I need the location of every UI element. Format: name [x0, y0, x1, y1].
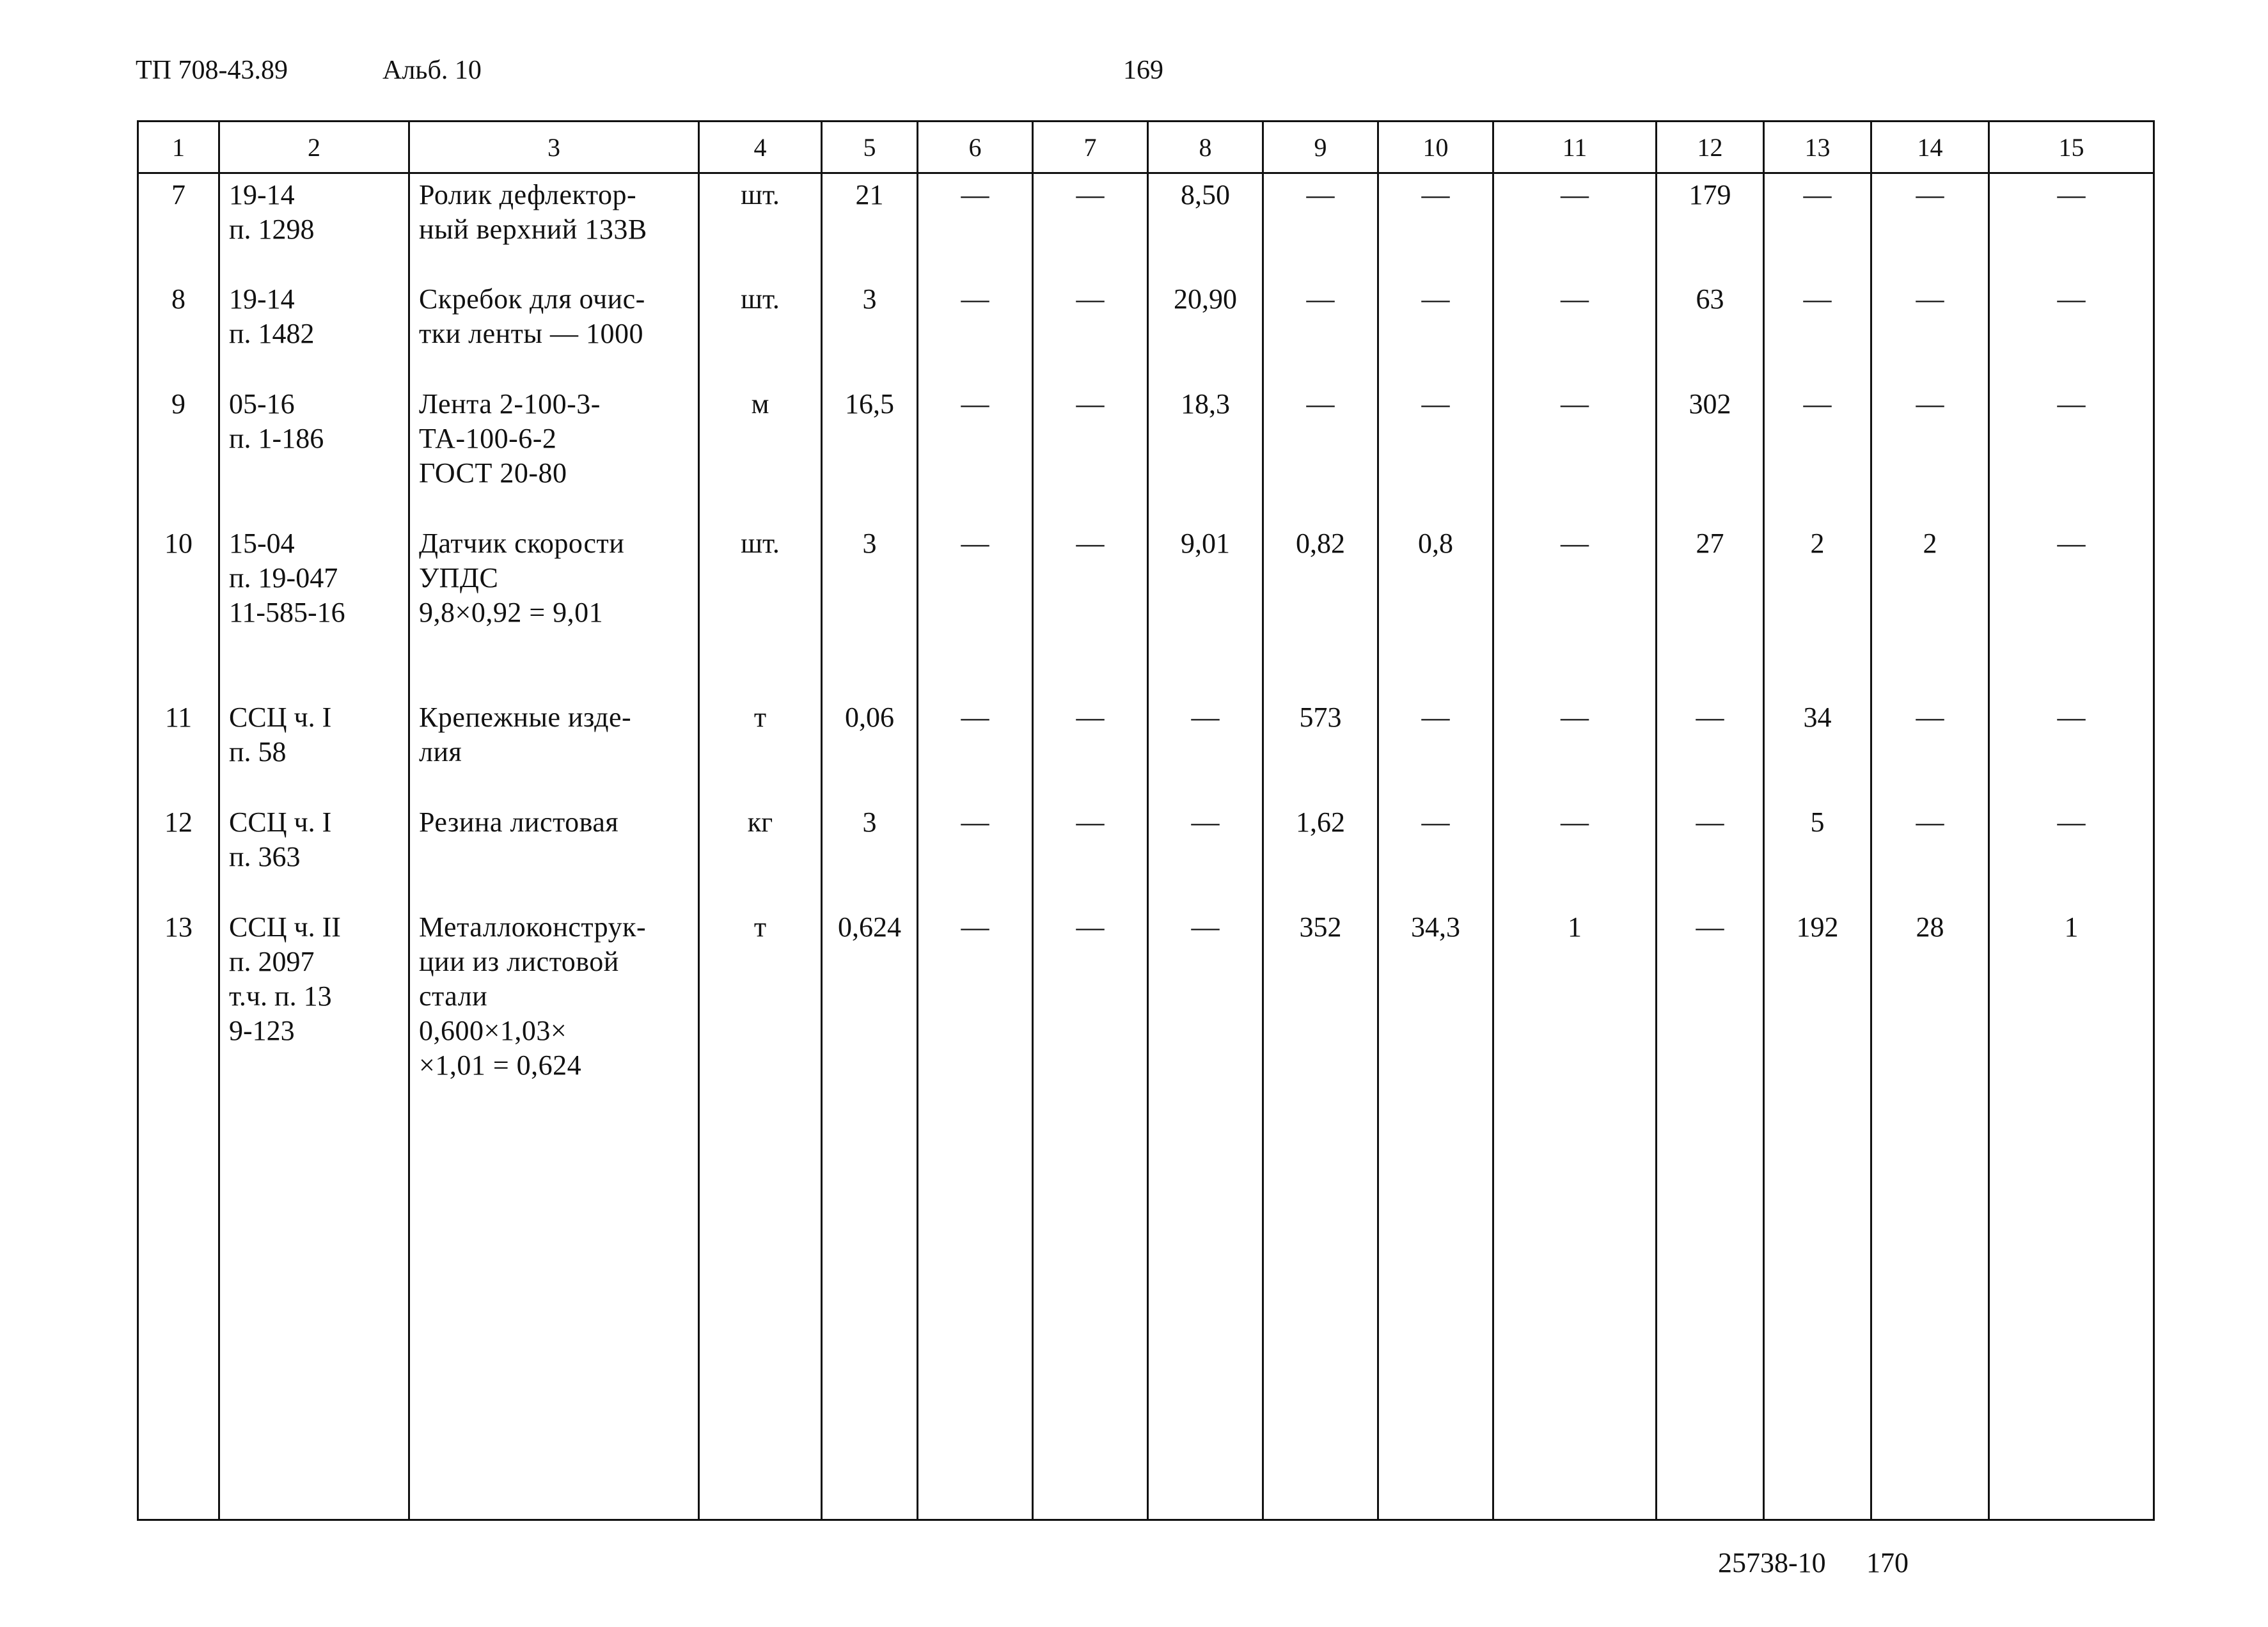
value-cell-c11 — [1493, 523, 1657, 696]
item-name-line: 0,600×1,03× — [419, 1014, 567, 1046]
value-cell-c12 — [1657, 278, 1764, 383]
item-name-line: Металлоконструк- — [419, 911, 647, 943]
empty-cell — [1493, 1113, 1657, 1520]
empty-cell — [409, 1113, 699, 1520]
value-cell-c15 — [1989, 906, 2154, 1113]
value-text: — — [1916, 388, 1944, 420]
estimate-table — [137, 120, 2155, 1521]
value-text: — — [1306, 283, 1335, 315]
empty-cell — [822, 1113, 918, 1520]
column-header: 3 — [409, 122, 699, 173]
value-text: — — [1421, 179, 1450, 210]
reference-line: п. 363 — [229, 840, 301, 872]
value-text: 2 — [1923, 527, 1937, 559]
empty-cell — [1657, 1113, 1764, 1520]
value-text: 192 — [1796, 911, 1839, 943]
value-text: — — [1421, 283, 1450, 315]
value-text: — — [1916, 701, 1944, 733]
row-number-text: 11 — [164, 701, 193, 733]
item-name-line: стали — [419, 980, 488, 1012]
table-row — [138, 696, 2154, 801]
value-text: — — [1076, 806, 1105, 838]
column-header: 11 — [1493, 122, 1657, 173]
reference-cell — [219, 696, 409, 801]
value-cell-c14 — [1871, 383, 1989, 523]
item-name-line: лия — [419, 735, 462, 767]
value-cell-c14 — [1871, 523, 1989, 696]
empty-cell — [1989, 1113, 2154, 1520]
value-text: м — [751, 388, 769, 420]
value-cell-c11 — [1493, 383, 1657, 523]
item-name-line: Ролик дефлектор- — [419, 179, 637, 210]
value-text: — — [1561, 388, 1589, 420]
value-cell-c13 — [1764, 278, 1871, 383]
value-cell-c12 — [1657, 696, 1764, 801]
value-text: — — [1076, 283, 1105, 315]
item-name-line: ГОСТ 20-80 — [419, 457, 567, 489]
reference-line: п. 1-186 — [229, 422, 324, 454]
empty-filler-row — [138, 1113, 2154, 1520]
reference-line: 9-123 — [229, 1014, 295, 1046]
value-cell-qty — [822, 696, 918, 801]
value-text: — — [1561, 283, 1589, 315]
value-text: 8,50 — [1181, 179, 1230, 210]
value-cell-c13 — [1764, 523, 1871, 696]
value-cell-c8 — [1148, 906, 1263, 1113]
row-number-text: 13 — [164, 911, 193, 943]
value-cell-c7 — [1033, 173, 1148, 278]
value-text: 352 — [1299, 911, 1342, 943]
column-header: 6 — [918, 122, 1033, 173]
value-cell-c7 — [1033, 278, 1148, 383]
reference-cell — [219, 523, 409, 696]
value-cell-c14 — [1871, 278, 1989, 383]
value-cell-c15 — [1989, 696, 2154, 801]
row-number — [138, 173, 219, 278]
reference-line: ССЦ ч. I — [229, 701, 332, 733]
value-text: — — [2057, 283, 2086, 315]
reference-line: 19-14 — [229, 179, 295, 210]
empty-cell — [138, 1113, 219, 1520]
value-cell-c14 — [1871, 696, 1989, 801]
value-text: 63 — [1696, 283, 1724, 315]
album-label: Альб. 10 — [382, 56, 482, 85]
value-text: — — [961, 527, 989, 559]
value-text: — — [1076, 179, 1105, 210]
table-header-row — [138, 122, 2154, 173]
reference-cell — [219, 383, 409, 523]
value-cell-c15 — [1989, 278, 2154, 383]
value-cell-c10 — [1378, 696, 1493, 801]
value-cell-c6 — [918, 906, 1033, 1113]
value-cell-c11 — [1493, 906, 1657, 1113]
value-text: т — [753, 701, 767, 733]
value-cell-c11 — [1493, 173, 1657, 278]
row-number — [138, 278, 219, 383]
value-text: — — [1696, 806, 1724, 838]
item-name-cell — [409, 906, 699, 1113]
column-header: 12 — [1657, 122, 1764, 173]
value-cell-c9 — [1263, 278, 1378, 383]
table-row — [138, 278, 2154, 383]
column-header: 15 — [1989, 122, 2154, 173]
value-text: 0,624 — [838, 911, 901, 943]
item-name-cell — [409, 801, 699, 906]
column-header: 9 — [1263, 122, 1378, 173]
item-name-cell — [409, 383, 699, 523]
value-cell-qty — [822, 801, 918, 906]
reference-cell — [219, 801, 409, 906]
value-cell-c10 — [1378, 278, 1493, 383]
value-text: — — [2057, 179, 2086, 210]
reference-line: п. 58 — [229, 735, 287, 767]
value-cell-unit — [699, 523, 822, 696]
reference-line: 05-16 — [229, 388, 295, 420]
value-text: — — [1803, 388, 1832, 420]
row-number-text: 12 — [164, 806, 193, 838]
value-cell-c9 — [1263, 383, 1378, 523]
value-cell-c7 — [1033, 801, 1148, 906]
value-cell-qty — [822, 173, 918, 278]
empty-cell — [1263, 1113, 1378, 1520]
column-header: 4 — [699, 122, 822, 173]
value-text: 18,3 — [1181, 388, 1230, 420]
table-row — [138, 801, 2154, 906]
footer-code: 25738-10 — [1718, 1547, 1826, 1578]
value-cell-c6 — [918, 801, 1033, 906]
value-text: — — [1916, 179, 1944, 210]
value-cell-unit — [699, 278, 822, 383]
value-text: — — [1076, 527, 1105, 559]
value-text: 179 — [1689, 179, 1731, 210]
table-row — [138, 383, 2154, 523]
value-text: 5 — [1810, 806, 1825, 838]
value-cell-qty — [822, 383, 918, 523]
value-text: — — [1696, 701, 1724, 733]
value-cell-unit — [699, 906, 822, 1113]
value-cell-c7 — [1033, 906, 1148, 1113]
value-cell-c13 — [1764, 696, 1871, 801]
reference-line: 19-14 — [229, 283, 295, 315]
value-text: — — [1191, 701, 1220, 733]
value-text: 20,90 — [1174, 283, 1237, 315]
value-cell-unit — [699, 801, 822, 906]
value-cell-c10 — [1378, 523, 1493, 696]
value-cell-c8 — [1148, 173, 1263, 278]
value-cell-c7 — [1033, 696, 1148, 801]
value-cell-c7 — [1033, 523, 1148, 696]
value-text: — — [1421, 388, 1450, 420]
row-number — [138, 906, 219, 1113]
value-text: 1 — [1568, 911, 1582, 943]
reference-line: 15-04 — [229, 527, 295, 559]
value-text: — — [2057, 806, 2086, 838]
value-text: шт. — [741, 527, 780, 559]
value-text: 3 — [862, 283, 877, 315]
value-cell-c10 — [1378, 801, 1493, 906]
value-cell-c9 — [1263, 906, 1378, 1113]
column-header: 1 — [138, 122, 219, 173]
empty-cell — [1378, 1113, 1493, 1520]
value-cell-c6 — [918, 383, 1033, 523]
value-cell-c13 — [1764, 801, 1871, 906]
row-number-text: 8 — [171, 283, 185, 315]
item-name-line: Крепежные изде- — [419, 701, 632, 733]
value-text: — — [961, 388, 989, 420]
value-text: — — [1561, 806, 1589, 838]
value-text: кг — [747, 806, 773, 838]
column-header: 8 — [1148, 122, 1263, 173]
item-name-cell — [409, 523, 699, 696]
reference-cell — [219, 173, 409, 278]
value-text: — — [1076, 701, 1105, 733]
item-name-line: Лента 2-100-3- — [419, 388, 601, 420]
row-number-text: 7 — [171, 179, 185, 210]
empty-cell — [219, 1113, 409, 1520]
value-text: — — [961, 701, 989, 733]
item-name-cell — [409, 696, 699, 801]
value-text: — — [1306, 388, 1335, 420]
item-name-line: ТА-100-6-2 — [419, 422, 557, 454]
value-cell-c12 — [1657, 383, 1764, 523]
value-text: 302 — [1689, 388, 1731, 420]
row-number — [138, 523, 219, 696]
value-text: — — [1561, 179, 1589, 210]
value-text: 573 — [1299, 701, 1342, 733]
value-cell-qty — [822, 906, 918, 1113]
value-text: — — [1561, 701, 1589, 733]
value-cell-c11 — [1493, 696, 1657, 801]
value-cell-unit — [699, 173, 822, 278]
column-header: 2 — [219, 122, 409, 173]
value-text: — — [1191, 911, 1220, 943]
value-cell-c12 — [1657, 523, 1764, 696]
value-cell-c9 — [1263, 696, 1378, 801]
column-header: 10 — [1378, 122, 1493, 173]
value-text: 3 — [862, 527, 877, 559]
value-text: 9,01 — [1181, 527, 1230, 559]
empty-cell — [918, 1113, 1033, 1520]
value-cell-c9 — [1263, 523, 1378, 696]
value-text: — — [961, 179, 989, 210]
value-cell-c6 — [918, 173, 1033, 278]
value-cell-c8 — [1148, 383, 1263, 523]
footer-page-number: 170 — [1866, 1547, 1909, 1578]
value-text: 21 — [855, 179, 884, 210]
value-cell-c10 — [1378, 173, 1493, 278]
reference-line: п. 1298 — [229, 214, 315, 245]
value-cell-c10 — [1378, 906, 1493, 1113]
value-text: — — [1696, 911, 1724, 943]
value-cell-c15 — [1989, 383, 2154, 523]
value-text: — — [2057, 527, 2086, 559]
value-cell-c14 — [1871, 906, 1989, 1113]
item-name-line: Скребок для очис- — [419, 283, 645, 315]
value-text: — — [1561, 527, 1589, 559]
row-number — [138, 801, 219, 906]
item-name-line: ный верхний 133В — [419, 214, 647, 245]
value-cell-c8 — [1148, 523, 1263, 696]
value-text: т — [753, 911, 767, 943]
reference-line: ССЦ ч. II — [229, 911, 341, 943]
value-text: — — [1421, 806, 1450, 838]
item-name-cell — [409, 173, 699, 278]
reference-line: 11-585-16 — [229, 596, 345, 628]
value-text: 1 — [2064, 911, 2079, 943]
value-text: — — [1916, 283, 1944, 315]
value-cell-c8 — [1148, 801, 1263, 906]
row-number-text: 9 — [171, 388, 185, 420]
value-text: 0,06 — [845, 701, 894, 733]
value-cell-qty — [822, 278, 918, 383]
empty-cell — [1148, 1113, 1263, 1520]
value-text: 28 — [1916, 911, 1944, 943]
value-cell-c13 — [1764, 173, 1871, 278]
value-cell-unit — [699, 383, 822, 523]
value-cell-c8 — [1148, 696, 1263, 801]
table-row — [138, 523, 2154, 696]
value-text: — — [1421, 701, 1450, 733]
value-text: 3 — [862, 806, 877, 838]
value-text: — — [1191, 806, 1220, 838]
value-text: — — [1803, 283, 1832, 315]
column-header: 14 — [1871, 122, 1989, 173]
value-cell-c13 — [1764, 906, 1871, 1113]
value-text: — — [1306, 179, 1335, 210]
column-header: 5 — [822, 122, 918, 173]
empty-cell — [1871, 1113, 1989, 1520]
value-text: — — [961, 911, 989, 943]
value-text: 1,62 — [1296, 806, 1345, 838]
item-name-line: 9,8×0,92 = 9,01 — [419, 596, 604, 628]
value-text: шт. — [741, 179, 780, 210]
value-cell-c6 — [918, 278, 1033, 383]
value-text: — — [2057, 388, 2086, 420]
value-text: 34,3 — [1411, 911, 1460, 943]
value-text: — — [1076, 388, 1105, 420]
value-cell-c12 — [1657, 906, 1764, 1113]
reference-line: ССЦ ч. I — [229, 806, 332, 838]
value-text: 16,5 — [845, 388, 894, 420]
value-text: — — [2057, 701, 2086, 733]
value-cell-c11 — [1493, 801, 1657, 906]
value-cell-c15 — [1989, 801, 2154, 906]
document-code: ТП 708-43.89 — [136, 56, 288, 85]
value-text: — — [961, 283, 989, 315]
value-text: 0,82 — [1296, 527, 1345, 559]
value-cell-c13 — [1764, 383, 1871, 523]
value-cell-c6 — [918, 523, 1033, 696]
value-cell-c8 — [1148, 278, 1263, 383]
value-text: — — [961, 806, 989, 838]
value-cell-unit — [699, 696, 822, 801]
value-text: 34 — [1803, 701, 1832, 733]
empty-cell — [1033, 1113, 1148, 1520]
value-cell-c9 — [1263, 801, 1378, 906]
row-number-text: 10 — [164, 527, 193, 559]
value-cell-qty — [822, 523, 918, 696]
value-text: 0,8 — [1418, 527, 1453, 559]
reference-cell — [219, 906, 409, 1113]
reference-line: п. 19-047 — [229, 562, 338, 593]
value-cell-c15 — [1989, 523, 2154, 696]
column-header: 7 — [1033, 122, 1148, 173]
value-cell-c10 — [1378, 383, 1493, 523]
value-text: шт. — [741, 283, 780, 315]
item-name-line: тки ленты — 1000 — [419, 317, 643, 349]
value-cell-c14 — [1871, 801, 1989, 906]
item-name-line: ции из листовой — [419, 945, 619, 977]
empty-cell — [1764, 1113, 1871, 1520]
item-name-line: ×1,01 = 0,624 — [419, 1049, 582, 1081]
value-cell-c7 — [1033, 383, 1148, 523]
page-number: 169 — [1123, 56, 1163, 85]
reference-line: п. 2097 — [229, 945, 315, 977]
value-text: 27 — [1696, 527, 1724, 559]
item-name-cell — [409, 278, 699, 383]
reference-cell — [219, 278, 409, 383]
reference-line: п. 1482 — [229, 317, 315, 349]
item-name-line: Резина листовая — [419, 806, 619, 838]
value-cell-c12 — [1657, 173, 1764, 278]
value-text: — — [1803, 179, 1832, 210]
value-text: 2 — [1810, 527, 1825, 559]
reference-line: т.ч. п. 13 — [229, 980, 332, 1012]
value-cell-c12 — [1657, 801, 1764, 906]
value-cell-c11 — [1493, 278, 1657, 383]
table-row — [138, 906, 2154, 1113]
table-row — [138, 173, 2154, 278]
empty-cell — [699, 1113, 822, 1520]
value-cell-c9 — [1263, 173, 1378, 278]
row-number — [138, 383, 219, 523]
value-cell-c6 — [918, 696, 1033, 801]
value-text: — — [1076, 911, 1105, 943]
item-name-line: УПДС — [419, 562, 499, 593]
row-number — [138, 696, 219, 801]
item-name-line: Датчик скорости — [419, 527, 625, 559]
column-header: 13 — [1764, 122, 1871, 173]
value-cell-c15 — [1989, 173, 2154, 278]
value-cell-c14 — [1871, 173, 1989, 278]
value-text: — — [1916, 806, 1944, 838]
